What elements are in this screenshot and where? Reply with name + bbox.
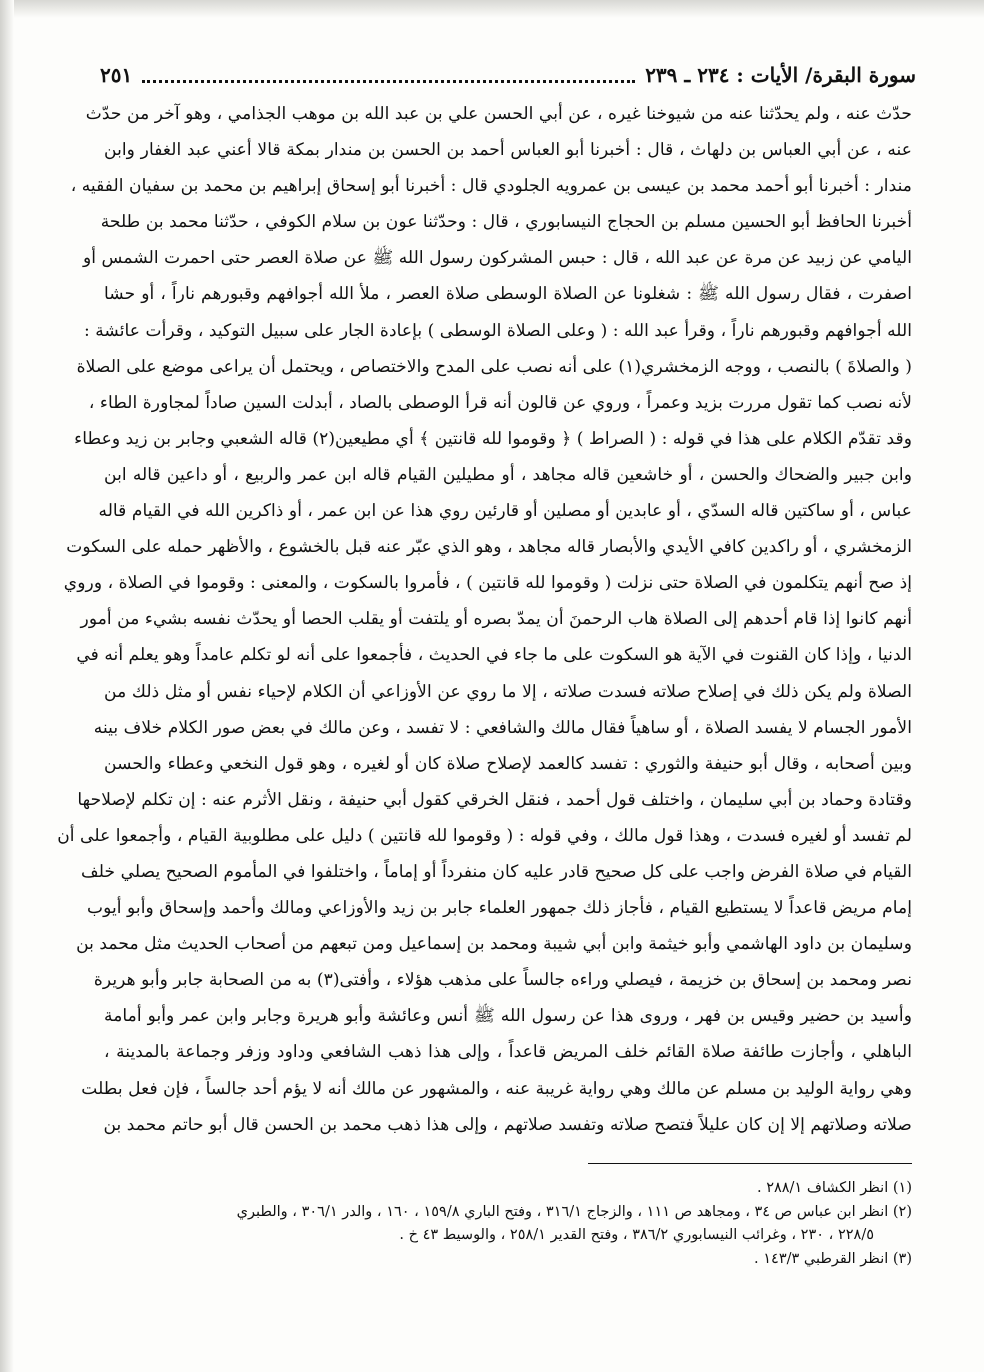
text-line: الزمخشري ، أو راكدين كافي الأيدي والأبصار قاله مجاهد ، وهو الذي عبّر عنه قبل بالخشوع ، والأظهر حمله على السكوت <box>66 537 912 558</box>
text-line: وأسيد بن حضير وقيس بن فهر ، وروى هذا عن رسول الله ﷺ أنس وعائشة وأبو هريرة وجابر وابن عمر وأبو أمامة <box>104 1006 912 1027</box>
scan-edge-left <box>0 0 14 1372</box>
text-line: الصلاة ولم يكن ذلك في إصلاح صلاته فسدت صلاته ، إلا ما روي عن الأوزاعي أن الكلام لإحياء نفس أو مثل ذلك من <box>104 681 912 702</box>
text-line: الله أجوافهم وقبورهم ناراً ، وقرأ عبد الله : ( وعلى الصلاة الوسطى ) بإعادة الجار على سبيل التوكيد ، وقرأت عائشة : <box>83 320 912 341</box>
footnote-divider <box>588 1163 912 1164</box>
scan-edge-top <box>0 0 984 18</box>
text-line: وهي رواية الوليد بن مسلم عن مالك وهي رواية غريبة عنه ، والمشهور عن مالك أنه لا يؤم أحد جالساً ، فإن فعل بطلت <box>81 1078 912 1099</box>
text-line: وبين أصحابه ، وقال أبو حنيفة والثوري : تفسد كالعمد لإصلاح صلاة كان أو لغيره ، وهو قول النخعي وعطاء والحسن <box>104 753 912 774</box>
text-line: الأمور الجسام لا يفسد الصلاة ، أو ساهياً فقال مالك والشافعي : لا تفسد ، وعن مالك في بعض صور الكلام خلاف بينه <box>93 717 912 738</box>
footnote-2: (٢) انظر ابن عباس ص ٣٤ ، ومجاهد ص ١١١ ، والزجاج ٣١٦/١ ، وفتح الباري ١٥٩/٨ ، ١٦٠ ، والدر ٣٠٦/١ ، والطبري <box>236 1203 912 1220</box>
footnote-2-continued: ٢٢٨/٥ ، ٢٣٠ ، وغرائب النيسابوري ٣٨٦/٢ ، وفتح القدير ٢٥٨/١ ، والوسيط ٤٣ خ . <box>399 1227 874 1243</box>
text-line: وسليمان بن داود الهاشمي وأبو خيثمة وابن أبي شيبة ومحمد بن إسماعيل ومن تبعهم من أصحاب الحديث مثل محمد بن <box>76 934 912 955</box>
text-line: عنه ، عن أبي العباس بن دلهاث ، قال : أخبرنا أبو العباس أحمد بن الحسن بن مندار بمكة قالا أعني عبد الغفار وابن <box>104 140 912 161</box>
footnotes <box>104 1177 912 1271</box>
text-line: أخبرنا الحافظ أبو الحسين مسلم بن الحجاج النيسابوري ، قال : وحدّثنا عون بن سلام الكوفي ، حدّثنا محمد بن طلحة <box>100 212 912 233</box>
page-number: ٢٥١ <box>100 63 133 87</box>
text-line: نصر ومحمد بن إسحاق بن خزيمة ، فيصلي وراءه جالساً على مذهب هؤلاء ، وأفتى(٣) به من الصحابة جابر وأبو هريرة <box>93 970 912 991</box>
text-line: صلاته وصلاتهم إلا إن كان عليلاً فتصح صلاته وتفسد صلاتهم ، وإلى هذا ذهب محمد بن الحسن قال أبو حاتم محمد بن <box>103 1114 912 1135</box>
text-line: وقد تقدّم الكلام على هذا في قوله : ( الصراط ) ﴿ وقوموا لله قانتين ﴾ أي مطيعين(٢) قاله الشعبي وجابر بن زيد وعطاء <box>74 428 912 449</box>
text-line: لم تفسد أو لغيره فسدت ، وهذا قول مالك ، وفي قوله : ( وقوموا لله قانتين ) دليل على مطلوبية القيام ، وأجمعوا على أن <box>57 825 912 846</box>
body-text <box>57 96 912 1143</box>
header-dotted-leader <box>142 68 635 83</box>
text-line: الباهلي ، وأجازت طائفة صلاة القائم خلف المريض قاعداً ، وإلى هذا ذهب الشافعي وداود وزفر وجماعة بالمدينة ، <box>104 1042 912 1063</box>
text-line: الدنيا ، وإذا كان القنوت في الآية هو السكوت على ما جاء في الحديث ، فأجمعوا على أنه لو تكلم عامداً وهو يعلم أنه في <box>76 645 912 666</box>
text-line: اليامي عن زبيد عن مرة عن عبد الله ، قال : حبس المشركون رسول الله ﷺ عن صلاة العصر حتى احمرت الشمس أو <box>82 248 912 269</box>
text-line: لأنه نصب كما تقول مررت بزيد وعمراً ، وروي عن قالون أنه قرأ الوصطى بالصاد ، أبدلت السين صاداً لمجاورة الطاء ، <box>88 392 912 413</box>
text-line: وقتادة وحماد بن أبي سليمان ، واختلف قول أحمد ، فنقل الخرقي كقول أبي حنيفة ، ونقل الأثرم عنه : إن تكلم لإصلاحها <box>77 789 912 810</box>
text-line: وابن جبير والضحاك والحسن ، أو خاشعين قاله مجاهد ، أو مطيلين القيام قاله ابن عمر والربيع ، أو داعين قاله ابن <box>104 464 912 485</box>
text-line: أنهم كانوا إذا قام أحدهم إلى الصلاة هاب الرحمنَ أن يمدّ بصره أو يلتفت أو يقلب الحصا أو يحدّث نفسه بشيء من أمور <box>80 609 912 630</box>
chapter-title: سورة البقرة/ الأيات : ٢٣٤ ـ ٢٣٩ <box>645 63 916 87</box>
text-line: اصفرت ، فقال رسول الله ﷺ : شغلونا عن الصلاة الوسطى صلاة العصر ، ملأ الله أجوافهم وقبورهم ناراً ، أو حشا <box>104 284 912 305</box>
text-line: ( والصلاةَ ) بالنصب ، ووجه الزمخشري(١) على أنه نصب على المدح والاختصاص ، ويحتمل أن يراعى موضع على الصلاة <box>76 356 912 377</box>
text-line: إمام مريض قاعداً لا يستطيع القيام ، فأجاز ذلك جمهور العلماء جابر بن زيد والأوزاعي ومالك وأحمد وإسحاق وأبو أيوب <box>86 898 912 919</box>
text-line: القيام في صلاة الفرض واجب على كل صحيح قادر عليه كان منفرداً أو إماماً ، واختلفوا في المأموم الصحيح يصلي خلف <box>81 861 912 882</box>
text-line: عباس ، أو ساكتين قاله السدّي ، أو عابدين أو مصلين أو قارئين روي هذا عن ابن عمر ، أو ذاكرين الله في القيام قاله <box>98 501 912 522</box>
text-line: مندار : أخبرنا أبو أحمد محمد بن عيسى بن عمرويه الجلودي قال : أخبرنا أبو إسحاق إبراهيم بن محمد بن سفيان الفقيه ، <box>70 176 912 197</box>
page-header <box>100 58 916 92</box>
text-line: إذ صح أنهم يتكلمون في الصلاة حتى نزلت ( وقوموا لله قانتين ) ، فأمروا بالسكوت ، والمعنى : وقوموا في الصلاة ، وروي <box>63 573 912 594</box>
text-line: حدّث عنه ، ولم يحدّثنا عنه من شيوخنا غيره ، عن أبي الحسن علي بن عبد الله بن موهب الجذامي ، وهو آخر من حدّث <box>85 104 912 124</box>
footnote-3: (٣) انظر القرطبي ١٤٣/٣ . <box>754 1250 912 1267</box>
footnote-1: (١) انظر الكشاف ٢٨٨/١ . <box>756 1180 912 1196</box>
